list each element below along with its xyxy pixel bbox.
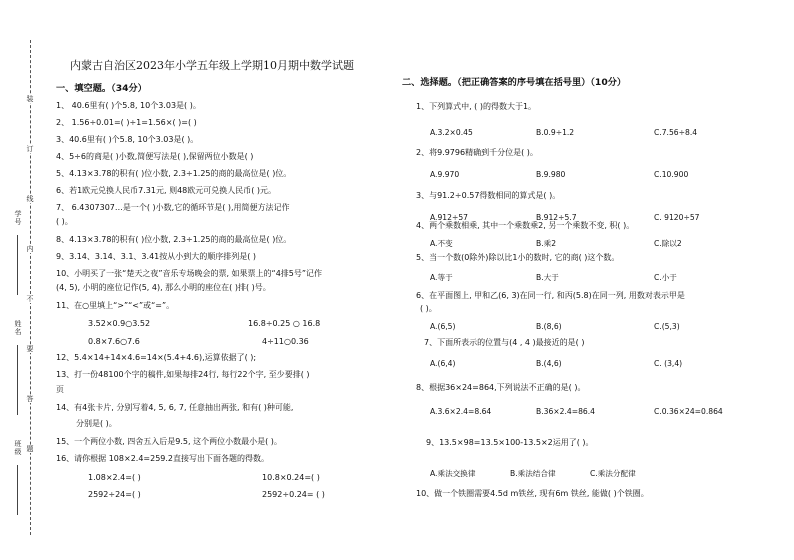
fill-question-continued: 页 xyxy=(56,385,64,394)
choice-option: A.3.2×0.45 xyxy=(430,128,473,137)
fill-question: 14、有4张卡片, 分别写着4, 5, 6, 7, 任意抽出两张, 和有( )种可能, xyxy=(56,403,294,412)
student-number-label: 学号 xyxy=(14,210,22,226)
name-label: 姓名 xyxy=(14,320,22,336)
fill-question: 12、5.4×14+14×4.6=14×(5.4+4.6),运算依据了( ); xyxy=(56,353,257,362)
choice-option: A.等于 xyxy=(430,273,453,282)
choice-question: 9、13.5×98=13.5×100-13.5×2运用了( )。 xyxy=(426,438,594,447)
choice-question: 7、下面所表示的位置与(4 , 4 )最接近的是( ) xyxy=(424,338,585,347)
fill-question: 2、 1.56÷0.01=( )÷1=1.56×( )=( ) xyxy=(56,118,197,127)
choice-question-continued: ( )。 xyxy=(420,304,437,313)
choice-option: C.(5,3) xyxy=(654,322,680,331)
fill-question: 1、 40.6里有( )个5.8, 10个3.03是( )。 xyxy=(56,101,201,110)
cut-mark: 线 xyxy=(26,195,34,203)
choice-option: C.7.56÷8.4 xyxy=(654,128,698,137)
derived-calc: 2592÷0.24= ( ) xyxy=(262,490,325,499)
choice-question: 2、将9.9796精确到千分位是( )。 xyxy=(416,148,538,157)
cut-mark: 订 xyxy=(26,145,34,153)
fill-question: 6、若1欧元兑换人民币7.31元, 则48欧元可兑换人民币( )元。 xyxy=(56,186,277,195)
choice-question: 10、做一个铁圈需要4.5d m铁丝, 现有6m 铁丝, 能做( )个铁圈。 xyxy=(416,489,649,498)
derived-calc: 2592÷24=( ) xyxy=(88,490,141,499)
fill-question: 10、小明买了一张“楚天之夜”音乐专场晚会的票, 如果票上的“4排5号”记作 xyxy=(56,269,323,278)
derived-calc: 10.8×0.24=( ) xyxy=(262,473,320,482)
choice-option: C.10.900 xyxy=(654,170,689,179)
choice-option: B.36×2.4=86.4 xyxy=(536,407,595,416)
compare-item: 3.52×0.9○3.52 xyxy=(88,319,151,328)
section1-heading: 一、填空题。（34分） xyxy=(56,83,147,94)
cut-mark: 要 xyxy=(26,345,34,353)
fill-question: 13、打一份48100个字的稿件,如果每排24行, 每行22个字, 至少要排( ) xyxy=(56,370,310,379)
fill-question: 15、一个两位小数, 四舍五入后是9.5, 这个两位小数最小是( )。 xyxy=(56,437,282,446)
choice-option: C.除以2 xyxy=(654,239,682,248)
section2-heading: 二、选择题。（把正确答案的序号填在括号里）（10分） xyxy=(402,77,627,88)
choice-option: B.0.9÷1.2 xyxy=(536,128,575,137)
class-label: 班级 xyxy=(14,440,22,456)
cut-mark: 内 xyxy=(26,245,34,253)
fill-question: 7、 6.4307307…是一个( )小数,它的循环节是( ),用简便方法记作 xyxy=(56,203,290,212)
choice-option: B.912÷5.7 xyxy=(536,213,577,222)
fill-question: 5、4.13×3.78的积有( )位小数, 2.3÷1.25的商的最高位是( )位。 xyxy=(56,169,292,178)
choice-option: C.0.36×24=0.864 xyxy=(654,407,723,416)
choice-option: A.(6,5) xyxy=(430,322,456,331)
choice-option: A.(6,4) xyxy=(430,359,456,368)
fill-question: 8、4.13×3.78的积有( )位小数, 2.3÷1.25的商的最高位是( )位。 xyxy=(56,235,292,244)
fill-question-continued: (4, 5), 小明的座位记作(5, 4), 那么小明的座位在( )排( )号。 xyxy=(56,283,271,292)
choice-option: B.乘法结合律 xyxy=(510,469,556,478)
choice-option: A.9.970 xyxy=(430,170,460,179)
choice-question: 3、与91.2÷0.57得数相同的算式是( )。 xyxy=(416,191,561,200)
fill-question: 9、3.14、3.14、3.1、3.41按从小到大的顺序排列是( ) xyxy=(56,252,257,261)
fill-question-continued: ( )。 xyxy=(56,217,73,226)
choice-option: B.9.980 xyxy=(536,170,566,179)
cut-mark: 不 xyxy=(26,295,34,303)
choice-option: C. (3,4) xyxy=(654,359,683,368)
choice-option: A.乘法交换律 xyxy=(430,469,476,478)
derived-calc: 1.08×2.4=( ) xyxy=(88,473,141,482)
choice-option: A.不变 xyxy=(430,239,453,248)
choice-option: C.乘法分配律 xyxy=(590,469,636,478)
fill-question-continued: 分别是( )。 xyxy=(76,419,117,428)
choice-question: 4、两个乘数相乘, 其中一个乘数乘2, 另一个乘数不变, 积( )。 xyxy=(416,221,635,230)
fill-question: 11、在○里填上“>”“<”或“=”。 xyxy=(56,301,175,310)
compare-item: 4÷11○0.36 xyxy=(262,337,309,346)
choice-question: 5、当一个数(0除外)除以比1小的数时, 它的商( )这个数。 xyxy=(416,253,620,262)
compare-item: 0.8×7.6○7.6 xyxy=(88,337,140,346)
class-line xyxy=(17,465,18,515)
choice-option: A.3.6×2.4=8.64 xyxy=(430,407,492,416)
cut-mark: 答 xyxy=(26,395,34,403)
choice-option: C.小于 xyxy=(654,273,677,282)
fill-question: 3、40.6里有( )个5.8, 10个3.03是( )。 xyxy=(56,135,199,144)
choice-question: 6、在平面图上, 甲和乙(6, 3)在同一行, 和丙(5.8)在同一列, 用数对表示甲是 xyxy=(416,291,685,300)
choice-option: B.乘2 xyxy=(536,239,557,248)
choice-option: B.大于 xyxy=(536,273,559,282)
fill-question: 4、5÷6的商是( )小数,简便写法是( ),保留两位小数是( ) xyxy=(56,152,254,161)
choice-question: 1、下列算式中, ( )的得数大于1。 xyxy=(416,102,537,111)
binding-dashed-line xyxy=(30,40,31,535)
binding-margin xyxy=(0,0,40,560)
cut-mark: 题 xyxy=(26,445,34,453)
compare-item: 16.8÷0.25 ○ 16.8 xyxy=(248,319,321,328)
choice-option: A.912÷57 xyxy=(430,213,468,222)
cut-mark: 装 xyxy=(26,95,34,103)
exam-title: 内蒙古自治区2023年小学五年级上学期10月期中数学试题 xyxy=(70,59,354,72)
name-line xyxy=(17,345,18,415)
student-number-line xyxy=(17,235,18,295)
choice-option: B.(8,6) xyxy=(536,322,562,331)
choice-option: B.(4,6) xyxy=(536,359,562,368)
choice-question: 8、根据36×24=864,下列说法不正确的是( )。 xyxy=(416,383,586,392)
fill-question: 16、请你根据 108×2.4=259.2直接写出下面各题的得数。 xyxy=(56,454,270,463)
choice-option: C. 9120÷57 xyxy=(654,213,700,222)
